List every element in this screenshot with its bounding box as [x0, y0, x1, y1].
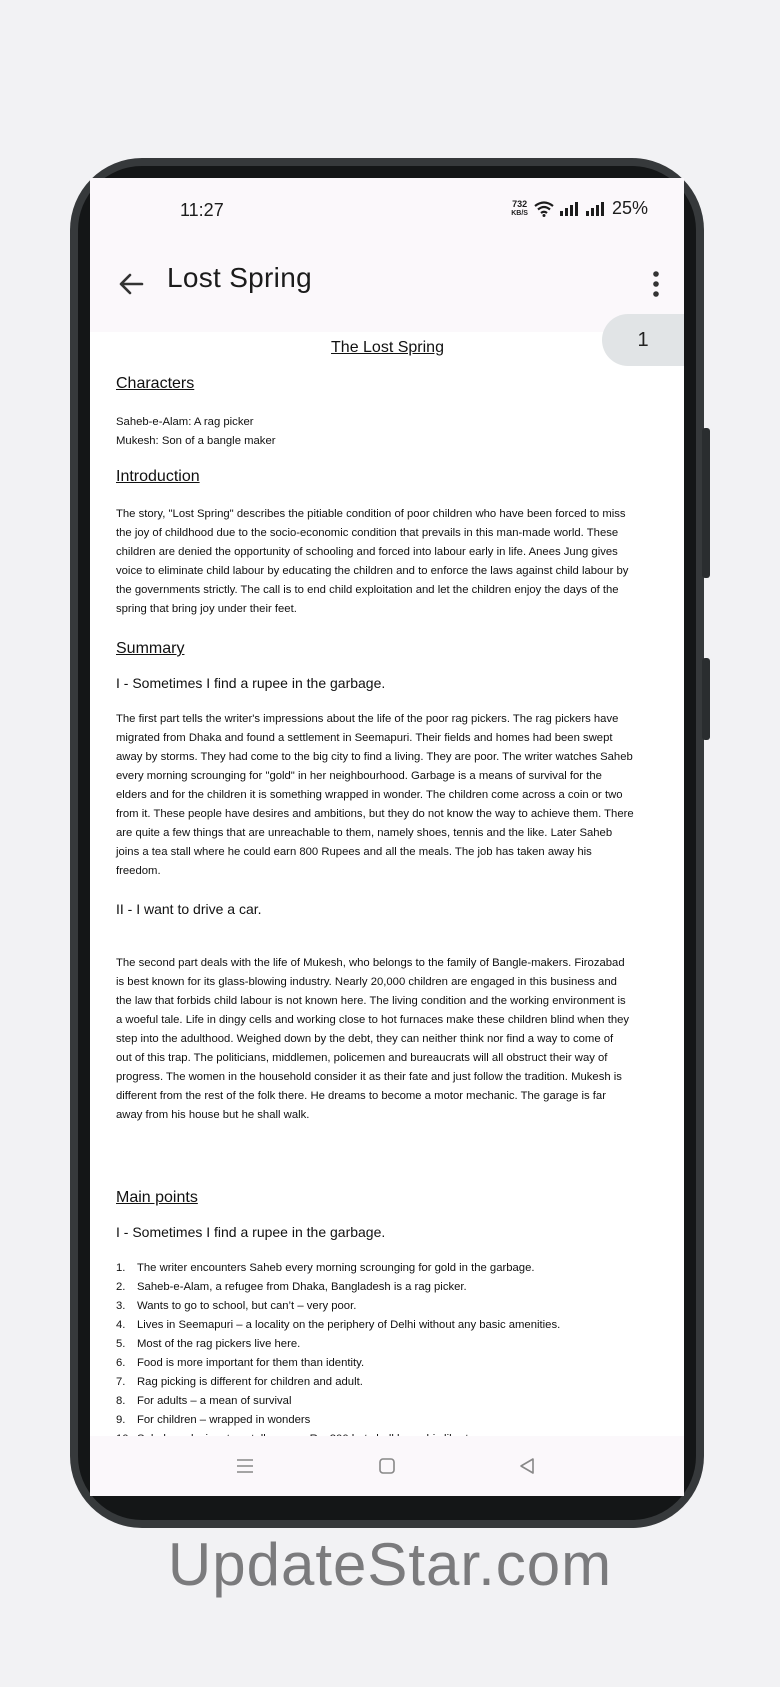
text-line: from it. These people have desires and ambitions, but they do not know the way to achieve them. There — [116, 808, 634, 820]
character-item: Saheb-e-Alam: A rag picker — [116, 416, 254, 428]
text-line: children are denied the opportunity of schooling and forced into labour early in life. Anees Jung gives — [116, 546, 618, 558]
more-options-button[interactable] — [644, 264, 668, 304]
text-line: the governments strictly. The call is to end child exploitation and let the children enjoy the days of the — [116, 584, 619, 596]
text-line: joins a tea stall where he could earn 800 Rupees and all the meals. The job has taken away his — [116, 846, 592, 858]
page-title: Lost Spring — [167, 262, 312, 293]
list-number: 5. — [116, 1338, 126, 1350]
status-time: 11:27 — [180, 200, 224, 220]
battery-level: 25% — [611, 198, 648, 218]
list-item — [116, 1278, 467, 1297]
text-line: migrated from Dhaka and found a settlement in Seemapuri. Their fields and homes had been swept — [116, 732, 613, 744]
watermark: UpdateStar.com — [167, 1531, 613, 1598]
list-item — [116, 1354, 364, 1373]
introduction-heading: Introduction — [116, 468, 200, 485]
status-bar — [90, 178, 684, 238]
list-item — [116, 1335, 300, 1354]
list-number: 8. — [116, 1395, 126, 1407]
recent-apps-button[interactable] — [225, 1450, 265, 1482]
list-text: Lives in Seemapuri – a locality on the periphery of Delhi without any basic amenities. — [137, 1319, 561, 1331]
text-line: is best known for its glass-blowing industry. Nearly 20,000 children are engaged in this business and — [116, 976, 617, 988]
part1-heading: I - Sometimes I find a rupee in the garbage. — [116, 675, 386, 691]
text-line: out of this trap. The politicians, middlemen, policemen and bureaucrats will all obstruct their way of — [116, 1052, 608, 1064]
text-line: The first part tells the writer's impressions about the life of the poor rag pickers. The rag pickers have — [116, 713, 619, 725]
text-line: progress. The women in the household consider it as their fate and just follow the tradition. Mukesh is — [116, 1071, 622, 1083]
list-text: Most of the rag pickers live here. — [137, 1338, 301, 1350]
text-line: different from the rest of the folk there. He dreams to become a motor mechanic. The garage is far — [116, 1090, 606, 1102]
signal-icon — [560, 202, 580, 216]
text-line: away by storms. They had come to the big city to find a living. They are poor. The writer watches Saheb — [116, 751, 633, 763]
list-number: 1. — [116, 1262, 126, 1274]
list-item — [116, 1297, 356, 1316]
text-line: the joy of childhood due to the socio-economic condition that prevails in this man-made world. These — [116, 527, 619, 539]
text-line: The second part deals with the life of Mukesh, who belongs to the family of Bangle-makers. Firozabad — [116, 957, 625, 969]
volume-button — [702, 428, 710, 578]
list-text: For children – wrapped in wonders — [137, 1414, 311, 1426]
network-speed-value: 732 — [512, 198, 528, 209]
list-text: Saheb-e-Alam, a refugee from Dhaka, Bangladesh is a rag picker. — [137, 1281, 467, 1293]
back-nav-button[interactable] — [507, 1450, 547, 1482]
signal-icon-2 — [586, 202, 606, 216]
list-text: Wants to go to school, but can’t – very poor. — [137, 1300, 357, 1312]
summary-heading: Summary — [116, 640, 185, 657]
text-line: a woeful tale. Life in dingy cells and working close to hot furnaces make these children blind when they — [116, 1014, 630, 1026]
list-item — [116, 1411, 310, 1430]
list-text: Rag picking is different for children and adult. — [137, 1376, 363, 1388]
text-line: spring that bring joy under their feet. — [116, 603, 297, 615]
main-points-heading: Main points — [116, 1189, 198, 1206]
part2-heading: II - I want to drive a car. — [116, 901, 262, 917]
phone-screen — [90, 178, 684, 1496]
list-text: The writer encounters Saheb every morning scrounging for gold in the garbage. — [137, 1262, 535, 1274]
text-line: away from his house but he shall walk. — [116, 1109, 310, 1121]
text-line: The story, "Lost Spring" describes the pitiable condition of poor children who have been forced to miss — [116, 508, 626, 520]
wifi-icon — [534, 201, 554, 217]
document-page — [116, 338, 659, 1426]
more-vert-icon — [644, 264, 668, 304]
list-number: 4. — [116, 1319, 126, 1331]
text-line: the law that forbids child labour is not known here. The living condition and the working environment is — [116, 995, 626, 1007]
power-button — [702, 658, 710, 740]
character-item: Mukesh: Son of a bangle maker — [116, 435, 276, 447]
list-text: For adults – a mean of survival — [137, 1395, 292, 1407]
arrow-left-icon — [112, 264, 152, 304]
list-number: 6. — [116, 1357, 126, 1369]
list-item — [116, 1392, 291, 1411]
main-part1-heading: I - Sometimes I find a rupee in the garbage. — [116, 1224, 386, 1240]
list-number: 3. — [116, 1300, 126, 1312]
list-number: 9. — [116, 1414, 126, 1426]
network-speed-unit: KB/S — [511, 209, 528, 217]
home-button[interactable] — [367, 1450, 407, 1482]
list-number: 7. — [116, 1376, 126, 1388]
text-line: are quite a few things that are unreachable to them, namely shoes, tennis and the like. Later Saheb — [116, 827, 613, 839]
text-line: every morning scrounging for "gold" in her neighbourhood. Garbage is a means of survival for the — [116, 770, 602, 782]
app-bar — [90, 238, 684, 332]
square-icon — [378, 1457, 396, 1475]
list-number: 2. — [116, 1281, 126, 1293]
page-number-badge[interactable]: 1 — [602, 314, 684, 366]
text-line: freedom. — [116, 865, 161, 877]
list-item — [116, 1316, 560, 1335]
text-line: elders and for the children it is something wrapped in wonder. The children come across a coin or two — [116, 789, 623, 801]
text-line: voice to eliminate child labour by educating the children and to enforce the laws against child labour by — [116, 565, 629, 577]
network-speed — [511, 200, 528, 218]
list-item — [116, 1259, 535, 1278]
menu-lines-icon — [235, 1457, 255, 1475]
back-button[interactable] — [112, 264, 152, 304]
characters-heading: Characters — [116, 375, 195, 392]
list-text: Food is more important for them than identity. — [137, 1357, 365, 1369]
document-title: The Lost Spring — [331, 339, 444, 356]
text-line: step into the adulthood. Weighed down by the debt, they can neither think nor find a way to come of — [116, 1033, 614, 1045]
triangle-back-icon — [518, 1457, 536, 1475]
list-item — [116, 1373, 363, 1392]
navigation-bar — [90, 1436, 684, 1496]
